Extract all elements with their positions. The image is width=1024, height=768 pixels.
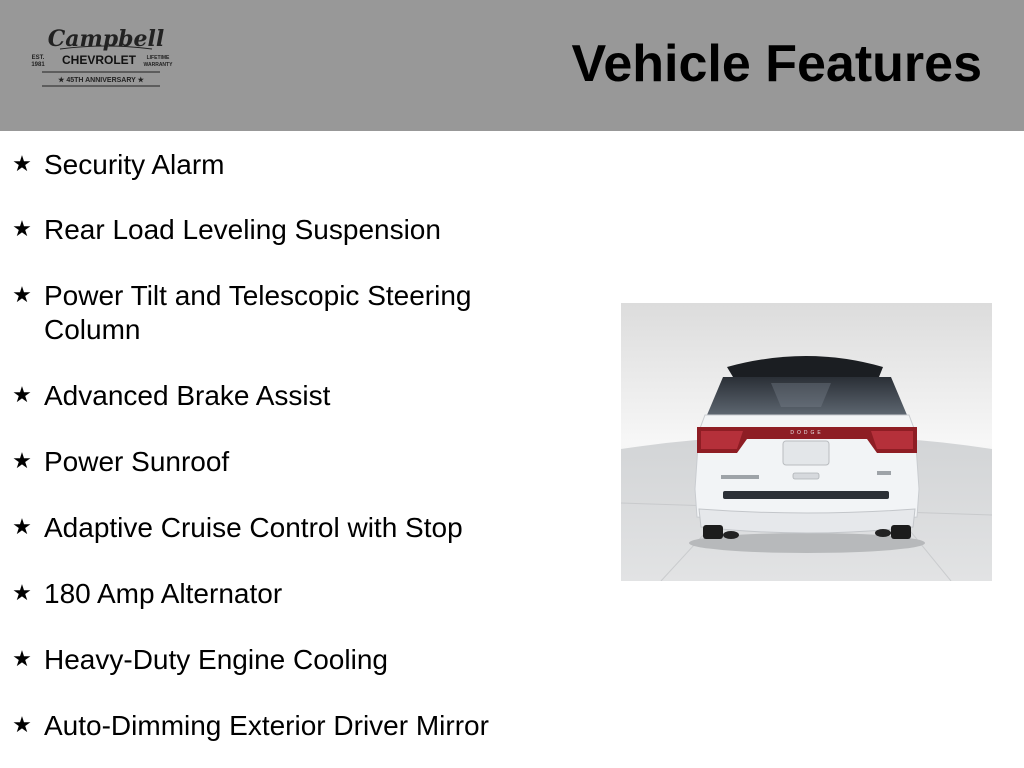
star-bullet-icon: ★ [12, 152, 32, 177]
star-bullet-icon: ★ [12, 383, 32, 408]
feature-text: Power Sunroof [44, 446, 230, 477]
logo-make: CHEVROLET [61, 53, 137, 67]
feature-item [0, 643, 560, 677]
feature-item [0, 213, 560, 247]
logo-year: 1981 [31, 62, 45, 68]
feature-text: 180 Amp Alternator [44, 578, 283, 609]
feature-item [0, 511, 560, 545]
vehicle-photo [621, 303, 992, 581]
feature-text: Adaptive Cruise Control with Stop [44, 512, 463, 543]
page-title: Vehicle Features [571, 35, 982, 93]
star-bullet-icon: ★ [12, 581, 32, 606]
logo-est: EST. [31, 55, 45, 61]
dealer-logo [26, 24, 176, 90]
star-bullet-icon: ★ [12, 449, 32, 474]
logo-brand-script: Campbell [47, 26, 165, 52]
feature-item [0, 379, 560, 413]
feature-text: Auto-Dimming Exterior Driver Mirror [44, 710, 489, 741]
feature-item [0, 709, 560, 743]
logo-warranty: WARRANTY [143, 62, 173, 68]
feature-item [0, 148, 560, 182]
feature-text: Rear Load Leveling Suspension [44, 214, 441, 245]
star-bullet-icon: ★ [12, 647, 32, 672]
feature-item [0, 445, 560, 479]
feature-item [0, 279, 560, 347]
feature-item [0, 577, 560, 611]
star-bullet-icon: ★ [12, 713, 32, 738]
rear-badge-lettering: DODGE [790, 430, 824, 436]
header-bar [0, 0, 1024, 131]
star-bullet-icon: ★ [12, 283, 32, 308]
star-bullet-icon: ★ [12, 515, 32, 540]
feature-text: Advanced Brake Assist [44, 380, 331, 411]
feature-text: Power Tilt and Telescopic Steering Column [44, 280, 472, 345]
feature-text: Security Alarm [44, 149, 225, 180]
star-bullet-icon: ★ [12, 217, 32, 242]
logo-lifetime: LIFETIME [146, 55, 170, 61]
feature-text: Heavy-Duty Engine Cooling [44, 644, 388, 675]
logo-anniversary: ★ 45TH ANNIVERSARY ★ [58, 77, 144, 84]
